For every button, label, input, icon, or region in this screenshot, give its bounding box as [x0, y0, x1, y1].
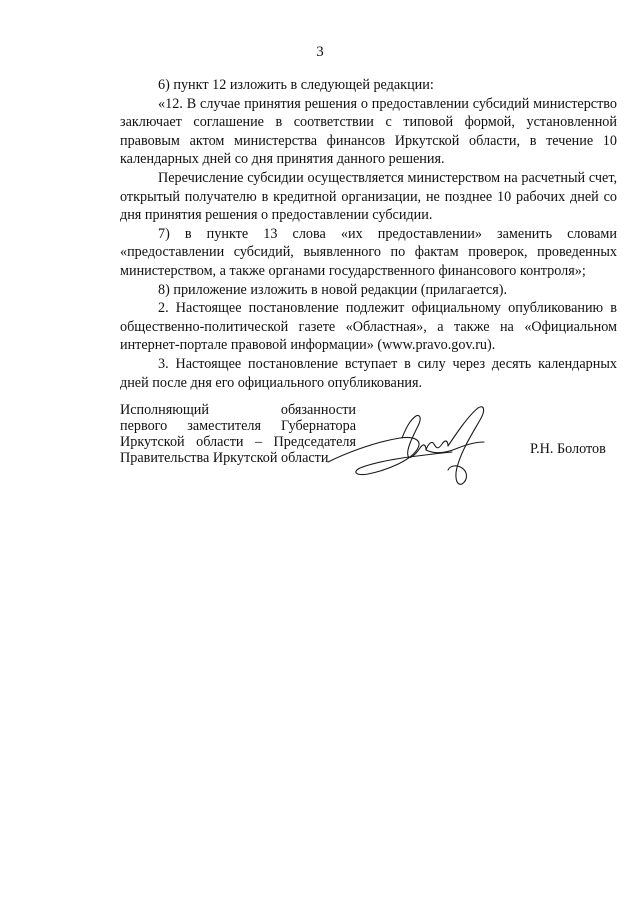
signatory-position-line: первого заместителя Губернатора [120, 418, 356, 434]
signatory-position-line: Правительства Иркутской области [120, 450, 329, 466]
signature-stroke [402, 415, 448, 457]
paragraph-publication: 2. Настоящее постановление подлежит официальному опубликованию в общественно-политической газете «Областная», а также на «Официальном интернет-портале правовой информации» (www.pravo.gov.ru). [120, 300, 617, 354]
document-body [120, 76, 617, 392]
paragraph-subsidy-transfer: Перечисление субсидии осуществляется министерством на расчетный счет, открытый получателю в кредитной организации, не позднее 10 рабочих дней со дня принятия решения о предоставлении субсидии. [120, 169, 617, 224]
paragraph-point-12-text: «12. В случае принятия решения о предоставлении субсидий министерство заключает соглашение в соответствии с типовой формой, установленной правовым актом министерства финансов Иркутской области, в течение 10 календарных дней со дня принятия данного решения. [120, 95, 617, 168]
signature-stroke [426, 442, 484, 453]
signatory-position-line: Иркутской области – Председателя [120, 434, 356, 450]
paragraph-item-7: 7) в пункте 13 слова «их предоставлении» заменить словами «предоставлении субсидий, выявленного по фактам проверок, проведенных министерством, а также органами государственного финансового контроля»; [120, 225, 617, 279]
signer-name: Р.Н. Болотов [530, 441, 606, 457]
paragraph-item-8: 8) приложение изложить в новой редакции (прилагается). [158, 281, 507, 298]
signatory-position [120, 402, 356, 466]
handwritten-signature [322, 398, 502, 493]
paragraph-entry-into-force: 3. Настоящее постановление вступает в силу через десять календарных дней после дня его официального опубликования. [120, 355, 617, 391]
paragraph-item-6: 6) пункт 12 изложить в следующей редакции: [158, 77, 434, 93]
page-number: 3 [316, 44, 324, 60]
signatory-position-line: Исполняющий обязанности [120, 402, 356, 418]
